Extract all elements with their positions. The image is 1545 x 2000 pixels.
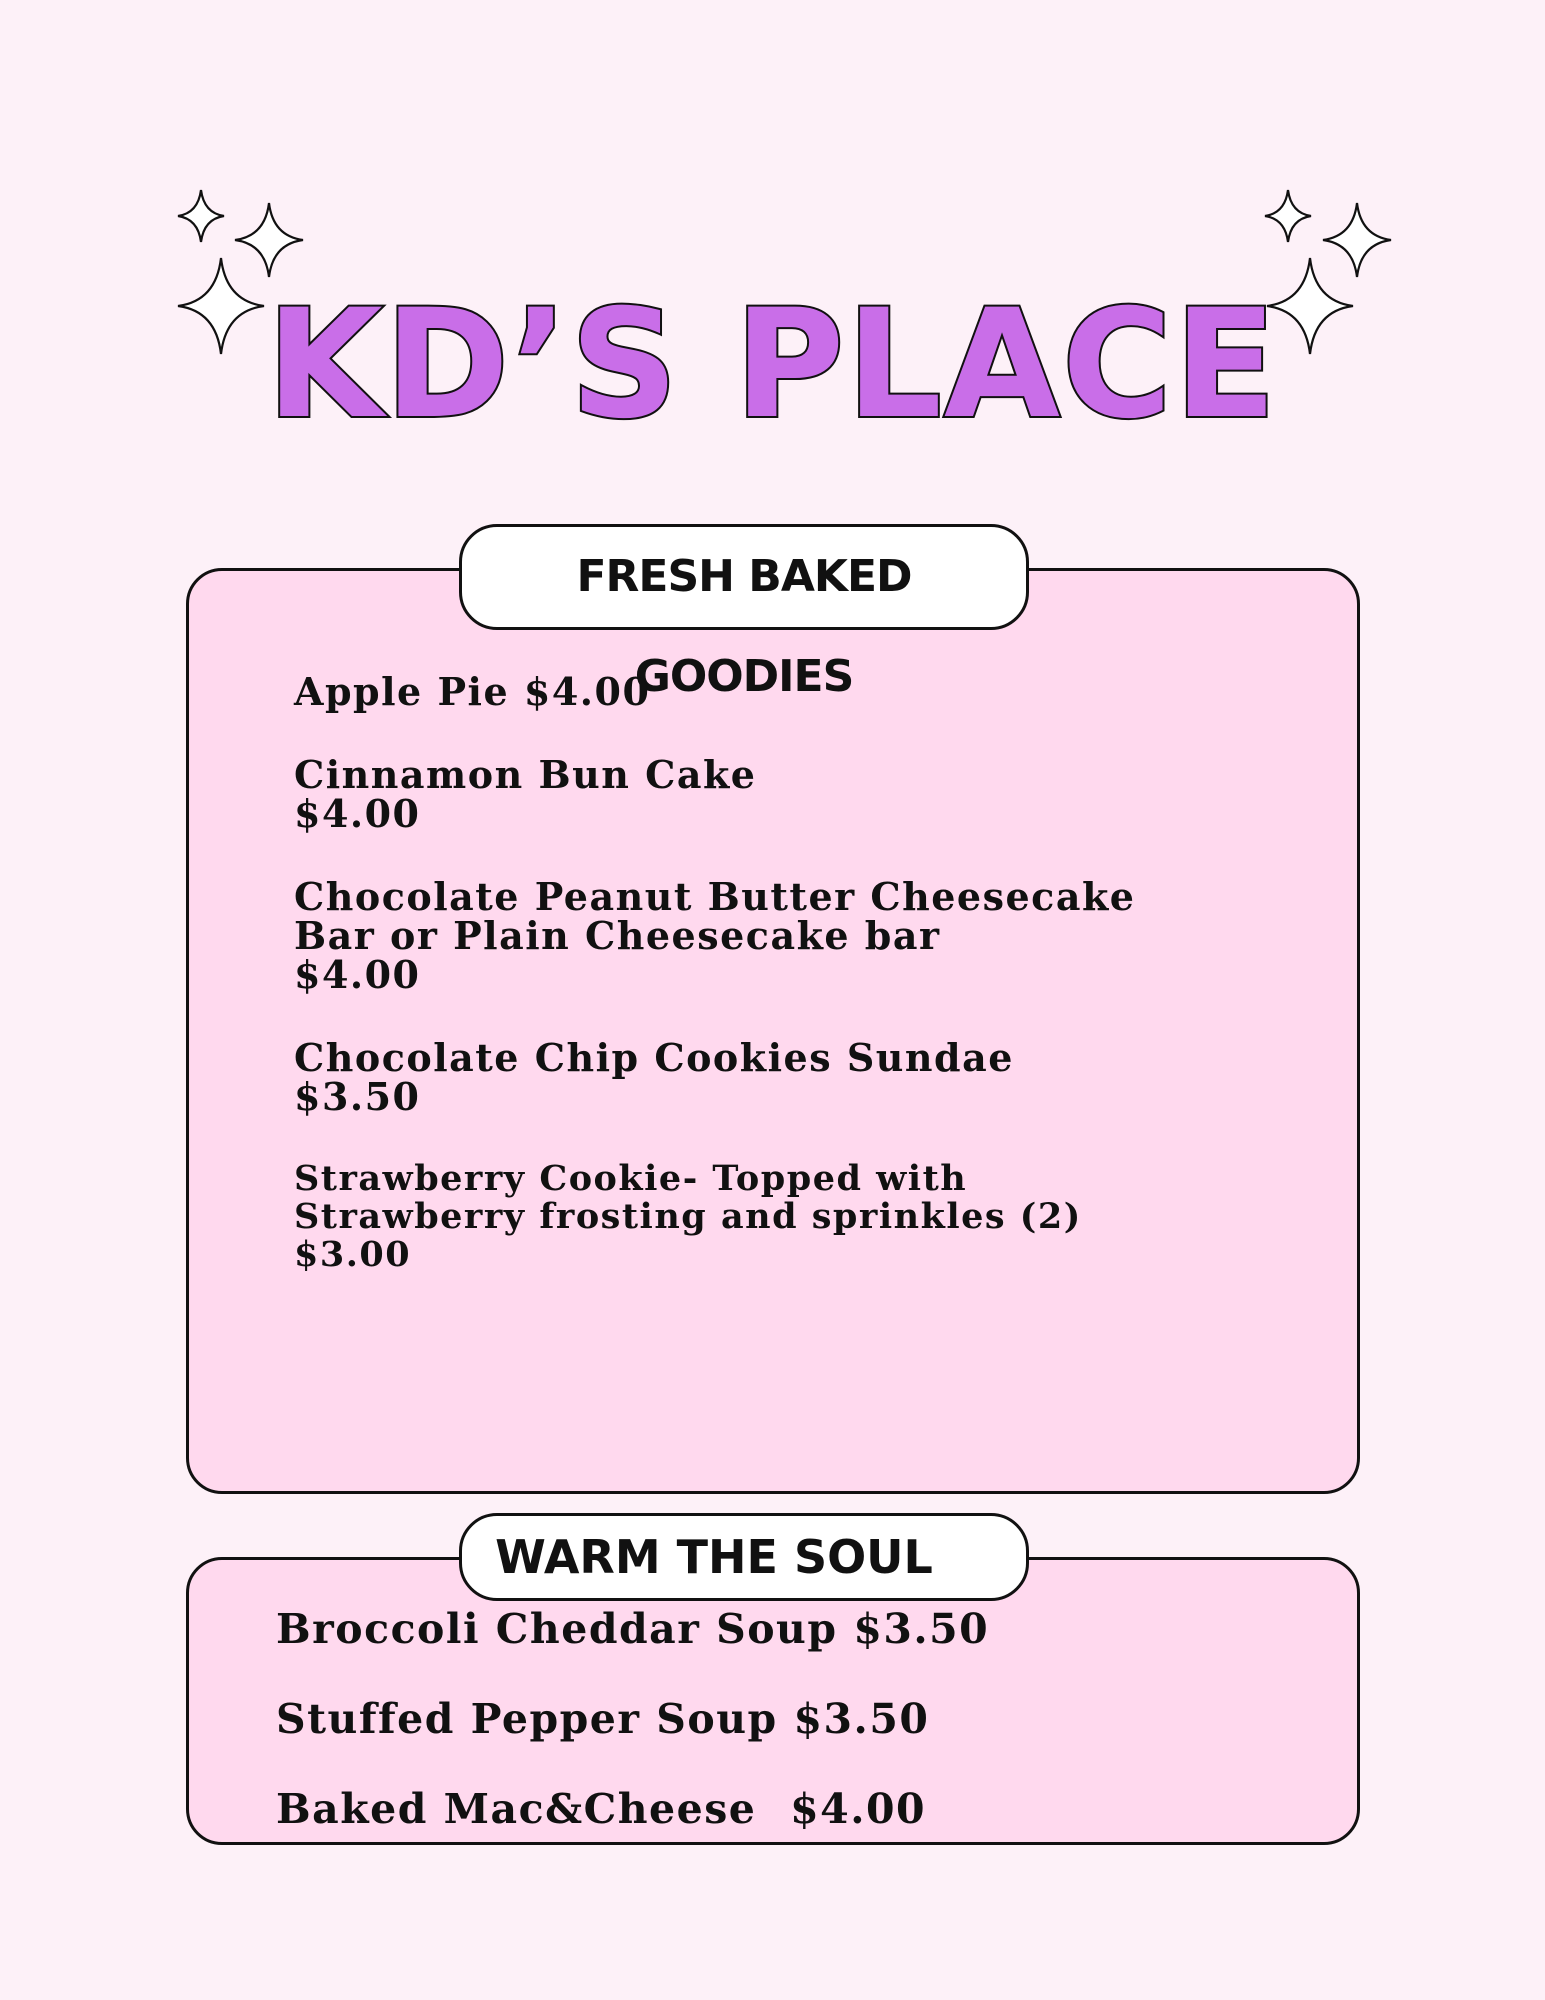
menu-item-price: $3.50 — [793, 1695, 930, 1743]
menu-item — [294, 1035, 1194, 1119]
warm-the-soul-heading: WARM THE SOUL — [459, 1513, 1029, 1601]
menu-item-price: $4.00 — [523, 669, 651, 714]
menu-item — [276, 1604, 1176, 1654]
menu-item-price: $4.00 — [294, 791, 421, 836]
menu-item-price: $3.50 — [853, 1605, 990, 1653]
menu-item-name: Baked Mac&Cheese — [276, 1785, 773, 1833]
menu-item-name: Cinnamon Bun Cake — [294, 752, 757, 797]
menu-item — [276, 1784, 1176, 1834]
menu-item — [294, 752, 1194, 836]
menu-item-price: $4.00 — [294, 952, 421, 997]
menu-item-name: Apple Pie — [294, 669, 524, 714]
menu-item-name: Broccoli Cheddar Soup — [276, 1605, 854, 1653]
menu-item — [294, 1160, 1124, 1274]
menu-item-name: Stuffed Pepper Soup — [276, 1695, 794, 1743]
menu-item — [294, 874, 1154, 997]
menu-item — [294, 669, 1194, 714]
menu-item-price: $4.00 — [790, 1785, 927, 1833]
baked-goodies-heading: FRESH BAKED GOODIES — [459, 524, 1029, 630]
baked-goodies-list — [294, 669, 1194, 1318]
warm-the-soul-list — [276, 1604, 1176, 1874]
menu-item-price: $3.50 — [294, 1074, 421, 1119]
menu-item-name: Chocolate Chip Cookies Sundae — [294, 1035, 1014, 1080]
sparkle-icon — [178, 190, 224, 242]
page-title: KD’S PLACE — [266, 278, 1279, 452]
menu-item — [276, 1694, 1176, 1744]
menu-item-name: Chocolate Peanut Butter Cheesecake Bar or Plain Cheesecake bar — [294, 874, 1136, 958]
sparkle-icon — [1265, 190, 1311, 242]
menu-item-price: $3.00 — [294, 1234, 412, 1275]
menu-item-name: Strawberry Cookie- Topped with Strawberry frosting and sprinkles (2) — [294, 1158, 1082, 1237]
